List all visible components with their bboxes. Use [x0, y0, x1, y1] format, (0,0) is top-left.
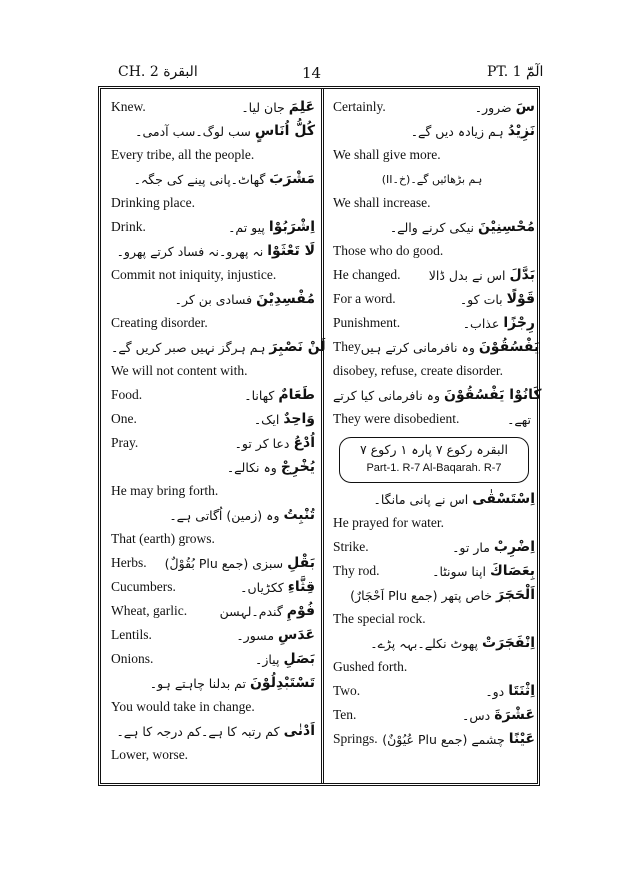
urdu-meaning: اس نے بدل ڈالا: [428, 267, 506, 283]
english-meaning: Wheat, garlic.: [111, 603, 188, 618]
vocab-entry: [111, 503, 315, 527]
english-meaning: Food.: [111, 387, 143, 402]
urdu-meaning: تھے۔: [507, 411, 531, 427]
urdu-meaning: ہم زیادہ دیں گے۔: [410, 123, 504, 139]
arabic-word: اَدْنٰى: [283, 723, 315, 739]
arabic-word: سَ: [515, 99, 535, 115]
urdu-meaning: نہ پھرو۔نہ فساد کرتے پھرو۔: [116, 243, 264, 259]
ruku-box: [339, 437, 529, 483]
vocab-entry: [333, 287, 535, 311]
vocab-entry: [111, 167, 315, 191]
gloss-english: Those who do good.: [333, 243, 444, 258]
vocab-entry: [333, 487, 535, 511]
urdu-meaning: وہ نکالے۔: [226, 459, 277, 475]
arabic-word: عَشْرَةَ: [494, 707, 535, 723]
vocab-entry: [111, 95, 315, 119]
english-meaning: Certainly.: [333, 99, 386, 114]
gloss-english: He prayed for water.: [333, 515, 444, 530]
vocab-entry: [111, 287, 315, 311]
urdu-meaning: جان لیا۔: [241, 99, 285, 115]
vocab-entry: [333, 263, 535, 287]
urdu-meaning: عذاب۔: [462, 315, 500, 331]
urdu-meaning: پیاز۔: [255, 651, 280, 667]
vocab-entry: [333, 95, 535, 119]
arabic-word: عَيْنًا: [508, 731, 535, 747]
urdu-meaning: ککڑیاں۔: [240, 579, 284, 595]
urdu-meaning: تم بدلنا چاہتے ہو۔: [149, 675, 246, 691]
vocab-entry: [111, 239, 315, 263]
vocab-entry: [111, 119, 315, 143]
urdu-meaning: چشمے (جمع Plu عُيُوْنٌ): [382, 731, 505, 747]
english-meaning: One.: [111, 411, 137, 426]
vocab-entry: [111, 335, 326, 359]
vocab-entry: [111, 647, 315, 671]
header-part: PT. 1 الٓمّٓ: [487, 64, 544, 80]
english-meaning: Pray.: [111, 435, 139, 450]
arabic-word: اِضْرِبْ: [493, 539, 535, 555]
vocab-entry: [333, 679, 535, 703]
right-column: [333, 95, 542, 751]
gloss-english: Commit not iniquity, injustice.: [111, 267, 277, 282]
vocab-entry: [333, 631, 535, 655]
arabic-word: تَسْتَبْدِلُوْنَ: [249, 675, 315, 691]
vocab-entry: [333, 335, 540, 359]
gloss-english: The special rock.: [333, 611, 426, 626]
arabic-word: لَنْ نَصْبِرَ: [269, 339, 326, 355]
urdu-meaning: دو۔: [485, 683, 505, 699]
vocab-entry: [333, 559, 535, 583]
vocab-entry: [333, 311, 535, 335]
english-meaning: They were disobedient.: [333, 411, 460, 426]
english-meaning: Knew.: [111, 99, 146, 114]
english-meaning: For a word.: [333, 291, 396, 306]
arabic-word: اِشْرَبُوْا: [268, 219, 315, 235]
arabic-word: لَا تَعْثَوْا: [267, 243, 315, 259]
vocab-entry: [333, 727, 535, 751]
vocab-entry: [111, 215, 315, 239]
vocab-entry: [111, 455, 315, 479]
column-divider: [321, 89, 324, 783]
vocab-entry: [111, 575, 315, 599]
gloss-english: We shall give more.: [333, 147, 441, 162]
gloss-english: Lower, worse.: [111, 747, 189, 762]
gloss-urdu-note: [333, 167, 535, 191]
english-meaning: Ten.: [333, 707, 357, 722]
english-meaning: Two.: [333, 683, 361, 698]
english-meaning: Lentils.: [111, 627, 152, 642]
urdu-meaning: سب لوگ۔سب آدمی۔: [135, 123, 251, 139]
arabic-word: تُنْبِتُ: [283, 507, 315, 523]
arabic-word: بَقْلِ: [287, 555, 315, 571]
urdu-meaning: ضرور۔: [474, 99, 512, 115]
urdu-meaning: گھاٹ۔پانی پینے کی جگہ۔: [133, 171, 266, 187]
vocab-entry: [111, 719, 315, 743]
arabic-word: اِثْنَتَا: [508, 683, 535, 699]
vocab-entry: [111, 551, 315, 575]
header-chapter: CH. 2 البقرة: [118, 64, 198, 80]
vocab-entry: [333, 215, 535, 239]
arabic-word: طَعَامٌ: [278, 387, 315, 403]
urdu-meaning: نیکی کرنے والے۔: [389, 219, 474, 235]
vocab-entry: [333, 119, 535, 143]
arabic-word: اِنْفَجَرَتْ: [482, 635, 535, 651]
vocab-entry: [111, 599, 315, 623]
arabic-word: مُفْسِدِيْنَ: [256, 291, 315, 307]
page-number: 14: [302, 64, 322, 82]
arabic-word: اِسْتَسْقٰى: [472, 491, 535, 507]
urdu-meaning: کم رتبہ کا ہے۔کم درجہ کا ہے۔: [116, 723, 280, 739]
urdu-meaning: دعا کر تو۔: [234, 435, 290, 451]
arabic-word: كَانُوْا يَفْسُقُوْنَ: [444, 387, 542, 403]
ruku-box-urdu: البقرہ رکوع ۷ پارہ ۱ رکوع ۷: [359, 442, 509, 457]
gloss-english: Every tribe, all the people.: [111, 147, 255, 162]
arabic-word: قِثَّاءِ: [287, 579, 315, 595]
english-meaning: Drink.: [111, 219, 146, 234]
arabic-word: عَدَسِ: [278, 627, 315, 643]
gloss-english: Creating disorder.: [111, 315, 208, 330]
english-meaning: Punishment.: [333, 315, 401, 330]
urdu-meaning: مسور۔: [236, 627, 275, 643]
arabic-word: كُلُّ اُنَاسٍ: [254, 123, 315, 139]
arabic-word: بِعَصَاكَ: [489, 563, 535, 579]
urdu-meaning: مار تو۔: [452, 539, 490, 555]
arabic-word: يُخْرِجْ: [280, 459, 315, 475]
vocab-entry: [111, 623, 315, 647]
vocab-entry: [333, 703, 535, 727]
arabic-word: بَدَّلَ: [509, 267, 535, 283]
gloss-english: Gushed forth.: [333, 659, 408, 674]
vocab-entry: [333, 583, 535, 607]
page-frame: [98, 86, 540, 786]
urdu-meaning: فسادی بن کر۔: [174, 291, 253, 307]
gloss-english: He may bring forth.: [111, 483, 219, 498]
arabic-word: رِجْزًا: [503, 315, 535, 331]
arabic-word: نَزِيْدُ: [507, 123, 535, 139]
english-meaning: He changed.: [333, 267, 401, 282]
urdu-meaning: پیو تم۔: [228, 219, 265, 235]
vocab-entry: [333, 535, 535, 559]
english-meaning: Springs.: [333, 731, 378, 746]
arabic-word: وَاحِدٌ: [283, 411, 315, 427]
urdu-meaning: وہ (زمین) اُگاتی ہے۔: [169, 507, 280, 523]
arabic-word: مَشْرَبَ: [269, 171, 315, 187]
arabic-word: اَلْحَجَرَ: [496, 587, 535, 603]
urdu-meaning: وہ نافرمانی کرتے ہیں: [360, 339, 475, 355]
urdu-meaning: اپنا سونٹا۔: [432, 563, 486, 579]
left-column: [111, 95, 326, 767]
urdu-meaning: دس۔: [462, 707, 491, 723]
gloss-english: We shall increase.: [333, 195, 431, 210]
vocab-entry: [111, 431, 315, 455]
vocab-entry: [111, 671, 315, 695]
arabic-word: فُوْمِ: [286, 603, 315, 619]
ruku-box-english: Part-1. R-7 Al-Baqarah. R-7: [366, 462, 502, 474]
arabic-word: يَفْسُقُوْنَ: [478, 339, 540, 355]
vocab-entry: [111, 383, 315, 407]
english-meaning: They: [333, 339, 361, 354]
arabic-word: قَوْلًا: [506, 291, 535, 307]
urdu-meaning: ہم ہرگز نہیں صبر کریں گے۔: [111, 339, 266, 355]
urdu-meaning: اس نے پانی مانگا۔: [373, 491, 469, 507]
english-meaning: Cucumbers.: [111, 579, 176, 594]
arabic-word: اُدْعُ: [293, 435, 315, 451]
urdu-meaning: ایک۔: [253, 411, 280, 427]
urdu-meaning: سبزی (جمع Plu بُقُوْلٌ): [164, 555, 284, 571]
urdu-meaning: بات کو۔: [459, 291, 503, 307]
urdu-meaning: کھانا۔: [244, 387, 275, 403]
gloss-english: We will not content with.: [111, 363, 248, 378]
gloss-english: That (earth) grows.: [111, 531, 215, 546]
gloss-english: You would take in change.: [111, 699, 255, 714]
urdu-meaning: پھوٹ نکلے۔بہہ پڑے۔: [370, 635, 478, 651]
arabic-word: بَصَلِ: [283, 651, 315, 667]
gloss-english: disobey, refuse, create disorder.: [333, 363, 504, 378]
vocab-entry: [333, 383, 542, 407]
urdu-meaning: خاص پتھر (جمع Plu اَحْجَارٌ): [350, 587, 493, 603]
english-meaning: Herbs.: [111, 555, 147, 570]
vocab-entry: [333, 407, 535, 431]
english-meaning: Strike.: [333, 539, 369, 554]
arabic-word: مُحْسِنِيْنَ: [477, 219, 535, 235]
gloss-english: Drinking place.: [111, 195, 195, 210]
arabic-word: عَلِمَ: [288, 99, 315, 115]
urdu-meaning: ہم بڑھائیں گے۔(خ۔II): [381, 172, 483, 186]
urdu-meaning: گندم۔لہسن: [219, 603, 283, 619]
vocab-entry: [111, 407, 315, 431]
english-meaning: Onions.: [111, 651, 154, 666]
english-meaning: Thy rod.: [333, 563, 380, 578]
urdu-meaning: وہ نافرمانی کیا کرتے: [333, 387, 441, 403]
